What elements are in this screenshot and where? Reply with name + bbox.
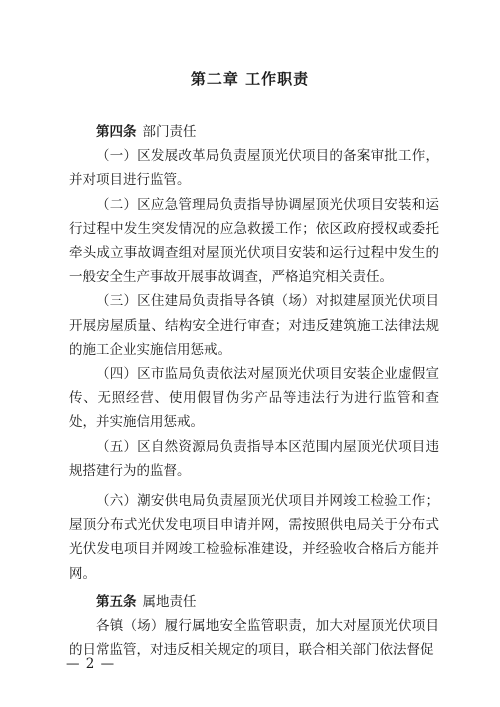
article-4-heading	[69, 120, 439, 144]
page-number: — 2 —	[66, 656, 116, 672]
article-5-paragraph-1: 各镇（场）履行属地安全监管职责，加大对屋顶光伏项目的日常监管，对违反相关规定的项目，联合相关部门依法督促	[69, 618, 439, 659]
article-4-paragraph-6: （六）潮安供电局负责屋顶光伏项目并网竣工检验工作；屋顶分布式光伏发电项目申请并网，需按照供电局关于分布式光伏发电项目并网竣工检验标准建设，并经验收合格后方能并网。	[69, 493, 439, 582]
article-4-paragraph-5: （五）区自然资源局负责指导本区范围内屋顶光伏项目违规搭建行为的监督。	[69, 438, 439, 479]
article-4-name: 部门责任	[142, 124, 197, 140]
article-5-number: 第五条	[96, 593, 137, 610]
article-4-number: 第四条	[96, 124, 137, 140]
article-5-heading	[69, 590, 439, 614]
article-5-name: 属地责任	[142, 593, 197, 610]
article-4-paragraph-4: （四）区市监局负责依法对屋顶光伏项目安装企业虚假宣传、无照经营、使用假冒伪劣产品等违法行为进行监管和查处，并实施信用惩戒。	[69, 366, 439, 431]
document-body	[69, 120, 439, 662]
article-4-paragraph-1: （一）区发展改革局负责屋顶光伏项目的备案审批工作，并对项目进行监管。	[69, 148, 439, 189]
chapter-title: 第二章 工作职责	[190, 70, 310, 88]
article-4-paragraph-3: （三）区住建局负责指导各镇（场）对拟建屋顶光伏项目开展房屋质量、结构安全进行审查；对违反建筑施工法律法规的施工企业实施信用惩戒。	[69, 293, 439, 358]
article-4-paragraph-2: （二）区应急管理局负责指导协调屋顶光伏项目安装和运行过程中发生突发情况的应急救援工作；依区政府授权或委托牵头成立事故调查组对屋顶光伏项目安装和运行过程中发生的一般安全生产事故开展事故调查，严格追究相关责任。	[69, 196, 439, 286]
